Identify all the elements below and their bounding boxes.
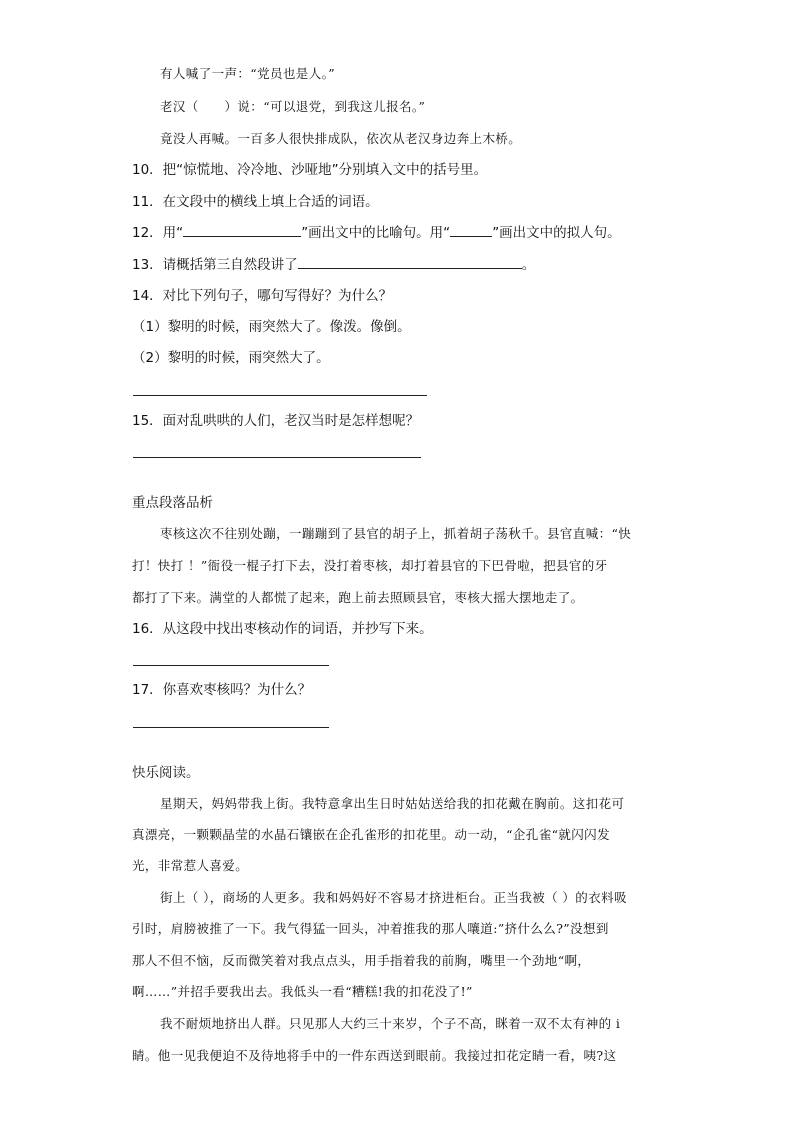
paragraph-line: 枣核这次不往别处蹦，一蹦蹦到了县官的胡子上，抓着胡子荡秋千。县官直喊：“快 <box>160 526 632 541</box>
answer-line[interactable] <box>133 457 421 458</box>
question-17: 17．你喜欢枣核吗？为什么？ <box>132 682 312 698</box>
question-16: 16．从这段中找出枣核动作的词语，并抄写下来。 <box>132 621 433 637</box>
paragraph-line: 啊……”并招手要我出去。我低头一看“糟糕!我的扣花没了!” <box>132 984 473 999</box>
question-15: 15．面对乱哄哄的人们，老汉当时是怎样想呢？ <box>132 413 420 429</box>
paragraph-line: 那人不但不恼，反而微笑着对我点点头，用手指着我的前胸，嘴里一个劲地“啊， <box>132 953 591 968</box>
answer-line[interactable] <box>133 727 329 728</box>
section-heading: 重点段落品析 <box>132 495 213 511</box>
answer-blank[interactable] <box>183 224 301 237</box>
section-heading: 快乐阅读。 <box>132 765 200 781</box>
question-13-part-a: 13．请概括第三自然段讲了 <box>132 257 298 273</box>
question-14-sentence-1: （1）黎明的时候，雨突然大了。像泼。像倒。 <box>132 319 411 335</box>
answer-blank[interactable] <box>450 224 492 237</box>
question-11: 11．在文段中的横线上填上合适的词语。 <box>132 194 379 210</box>
question-13-part-b: 。 <box>521 257 536 273</box>
paragraph-line: 打！快打 ！”衙役一棍子打下去，没打着枣核，却打着县官的下巴骨啦，把县官的牙 <box>132 558 608 573</box>
passage-line: 老汉（ ）说：“可以退党，到我这儿报名。” <box>160 99 426 114</box>
answer-blank[interactable] <box>298 256 522 269</box>
paragraph-line: 都打了下来。满堂的人都慌了起来，跑上前去照顾县官，枣核大摇大摆地走了。 <box>132 590 584 605</box>
question-12-part-b: ”画出文中的比喻句。用“ <box>301 225 451 241</box>
question-12 <box>132 224 621 242</box>
passage-line: 有人喊了一声：“党员也是人。” <box>160 66 336 81</box>
paragraph-line: 我不耐烦地挤出人群。只见那人大约三十来岁，个子不高，眯着一双不太有神的 i <box>160 1016 621 1031</box>
question-14-sentence-2: （2）黎明的时候，雨突然大了。 <box>132 350 330 366</box>
question-12-part-a: 12．用“ <box>132 225 184 241</box>
question-14: 14．对比下列句子，哪句写得好？为什么？ <box>132 288 393 304</box>
question-13 <box>132 256 535 274</box>
paragraph-line: 光，非常惹人喜爱。 <box>132 858 249 873</box>
answer-line[interactable] <box>133 395 427 396</box>
paragraph-line: 睛。他一见我便迫不及待地将手中的一件东西送到眼前。我接过扣花定睛一看，咦?这 <box>132 1048 617 1063</box>
answer-line[interactable] <box>133 665 329 666</box>
paragraph-line: 星期天，妈妈带我上街。我特意拿出生日时姑姑送给我的扣花戴在胸前。这扣花可 <box>160 796 625 811</box>
paragraph-line: 街上（ ），商场的人更多。我和妈妈好不容易才挤进柜台。正当我被（ ）的衣料吸 <box>160 890 627 905</box>
question-12-part-c: ”画出文中的拟人句。 <box>492 225 621 241</box>
paragraph-line: 真漂亮，一颗颗晶莹的水晶石镶嵌在企孔雀形的扣花里。动一动，“企孔雀“就闪闪发 <box>132 827 610 842</box>
paragraph-line: 引时，肩膀被推了一下。我气得猛一回头，冲着推我的那人嚷道:”挤什么么?”没想到 <box>132 921 609 936</box>
passage-line: 竟没人再喊。一百多人很快排成队，依次从老汉身边奔上木桥。 <box>160 131 522 146</box>
question-10: 10．把“惊慌地、冷冷地、沙哑地”分别填入文中的括号里。 <box>132 162 488 178</box>
